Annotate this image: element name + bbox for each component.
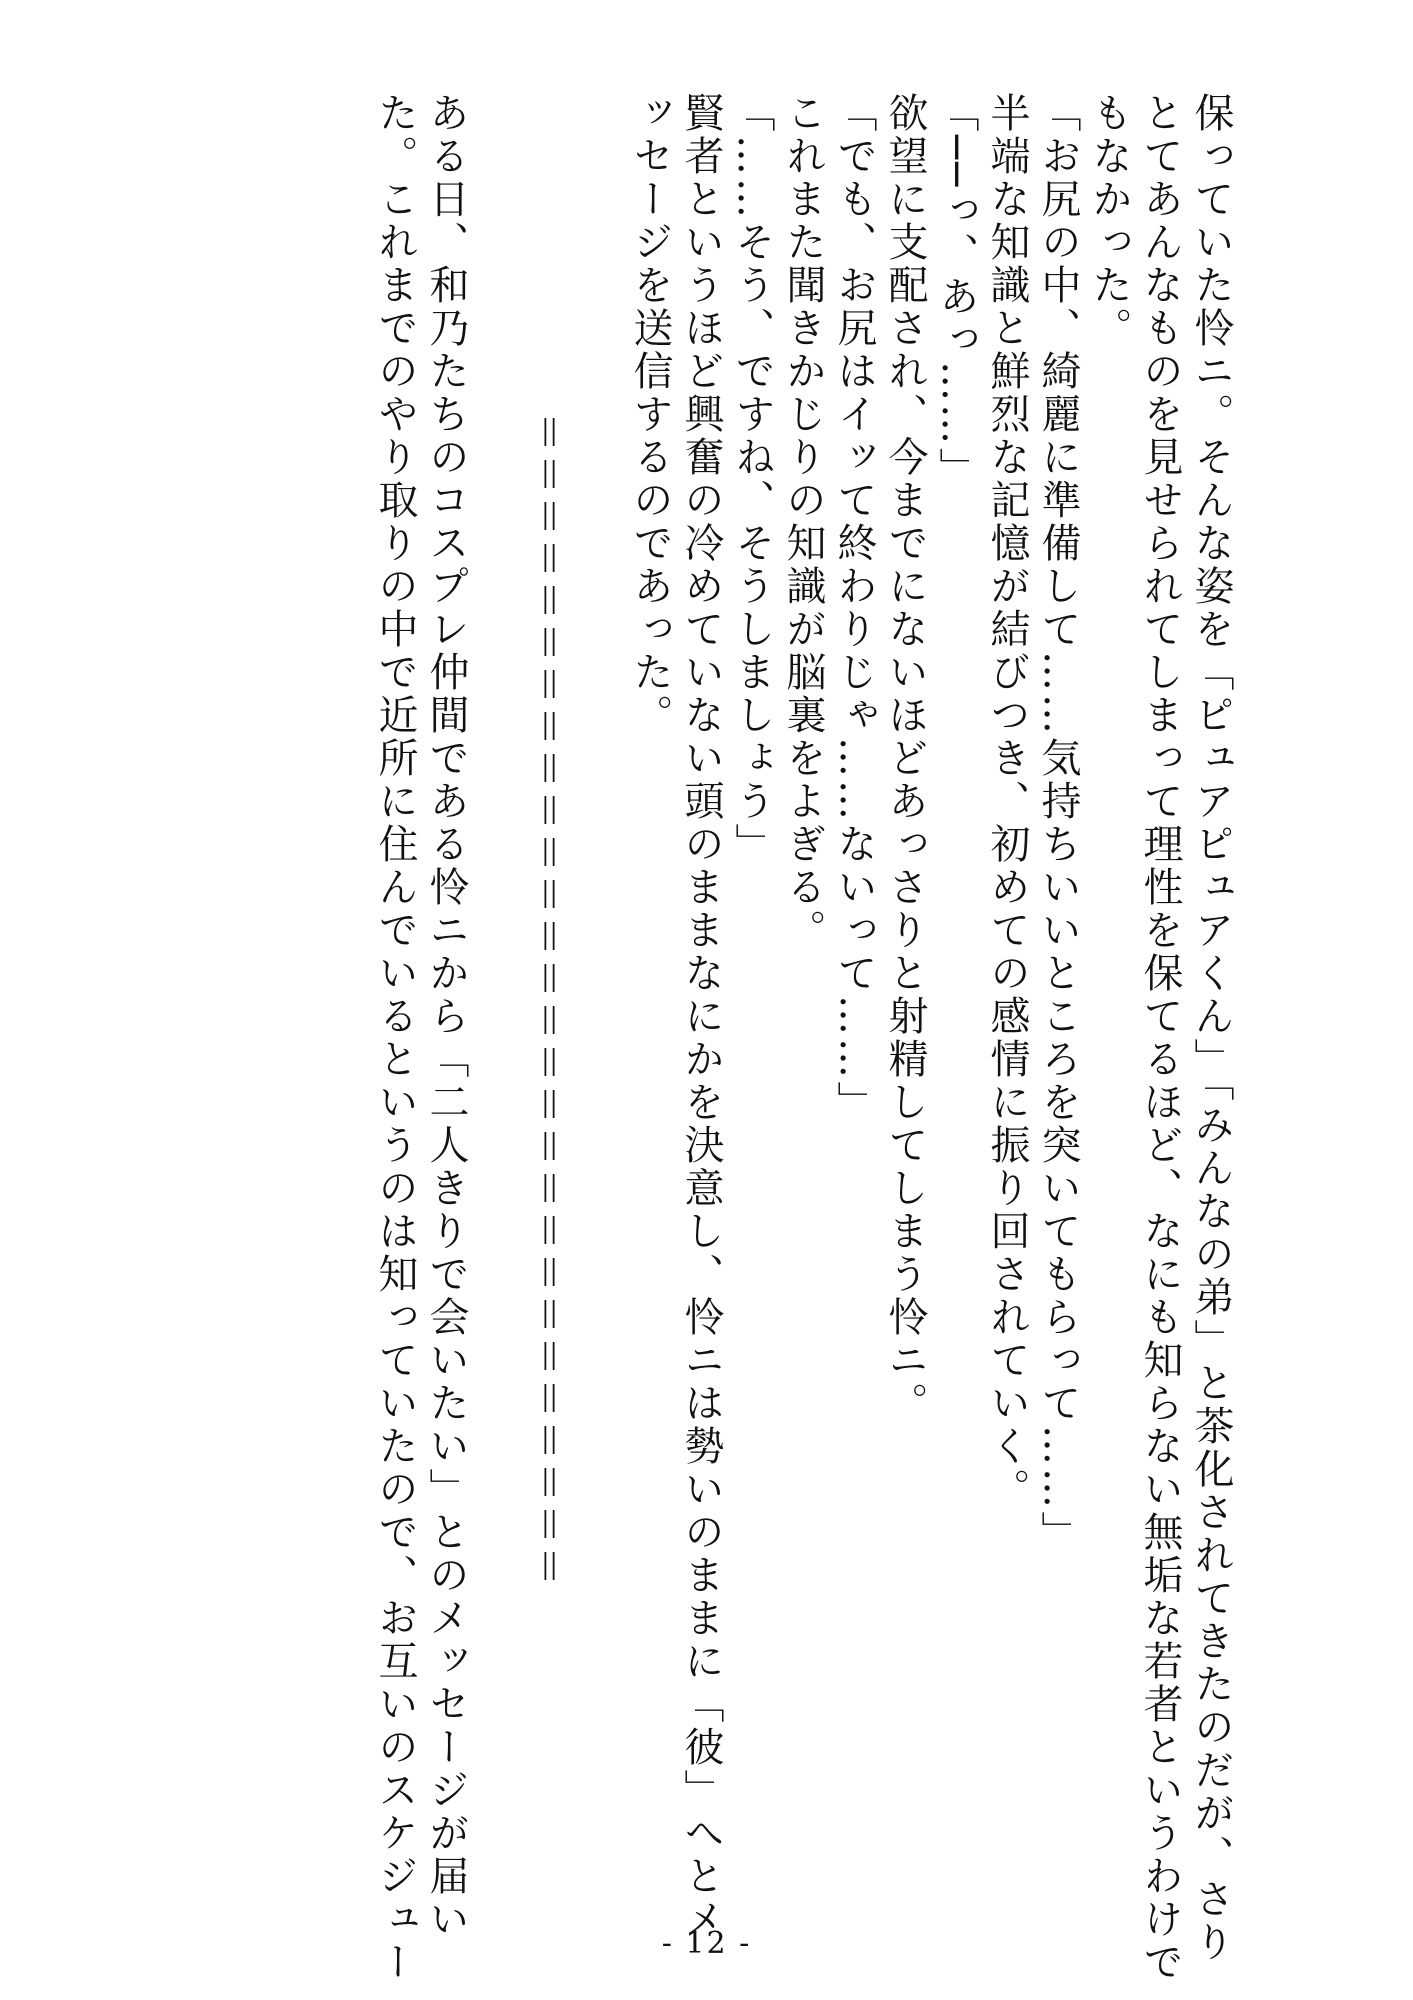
text-line: 賢者というほど興奮の冷めていない頭のままなにかを決意し、怜ニは勢いのままに「彼」へとメ [678,92,724,1941]
blank-line [471,92,522,1892]
dialogue-line: 「お尻の中、綺麗に準備して……気持ちいいところを突いてもらって……」 [1035,92,1081,1554]
dialogue-line: 「──っ、あっ……」 [933,92,979,491]
text-line: これまた聞きかじりの知識が脳裏をよぎる。 [780,92,826,952]
text-line: 半端な知識と鮮烈な記憶が結びつき、初めての感情に振り回されていく。 [984,92,1030,1511]
text-line: た。これまでのやり取りの中で近所に住んでいるというのは知っていたので、お互いのスケジュー [372,92,418,1984]
text-line: ある日、和乃たちのコスプレ仲間である怜ニから「二人きりで会いたい」とのメッセージが届い [423,92,469,1941]
scene-separator: ＝＝＝＝＝＝＝＝＝＝＝＝＝＝＝＝＝＝＝＝＝＝＝＝＝＝＝＝ [525,412,571,1588]
text-line: ッセージを送信するのであった。 [627,92,673,737]
text-line: とてあんなものを見せられてしまって理性を保てるほど、なにも知らない無垢な若者というわけで [1137,92,1183,1984]
text-line: もなかった。 [1086,92,1132,350]
text-line: 保っていた怜ニ。そんな姿を「ピュアピュアくん」「みんなの弟」と茶化されてきたのだが、さり [1188,92,1234,1964]
text-line: 欲望に支配され、今までにないほどあっさりと射精してしまう怜ニ。 [882,92,928,1425]
blank-line [573,92,624,1892]
page-number: - 12 - [661,1926,752,1961]
dialogue-line: 「でも、お尻はイッて終わりじゃ……ないって……」 [831,92,877,1124]
dialogue-line: 「……そう、ですね、そうしましょう」 [729,92,775,866]
